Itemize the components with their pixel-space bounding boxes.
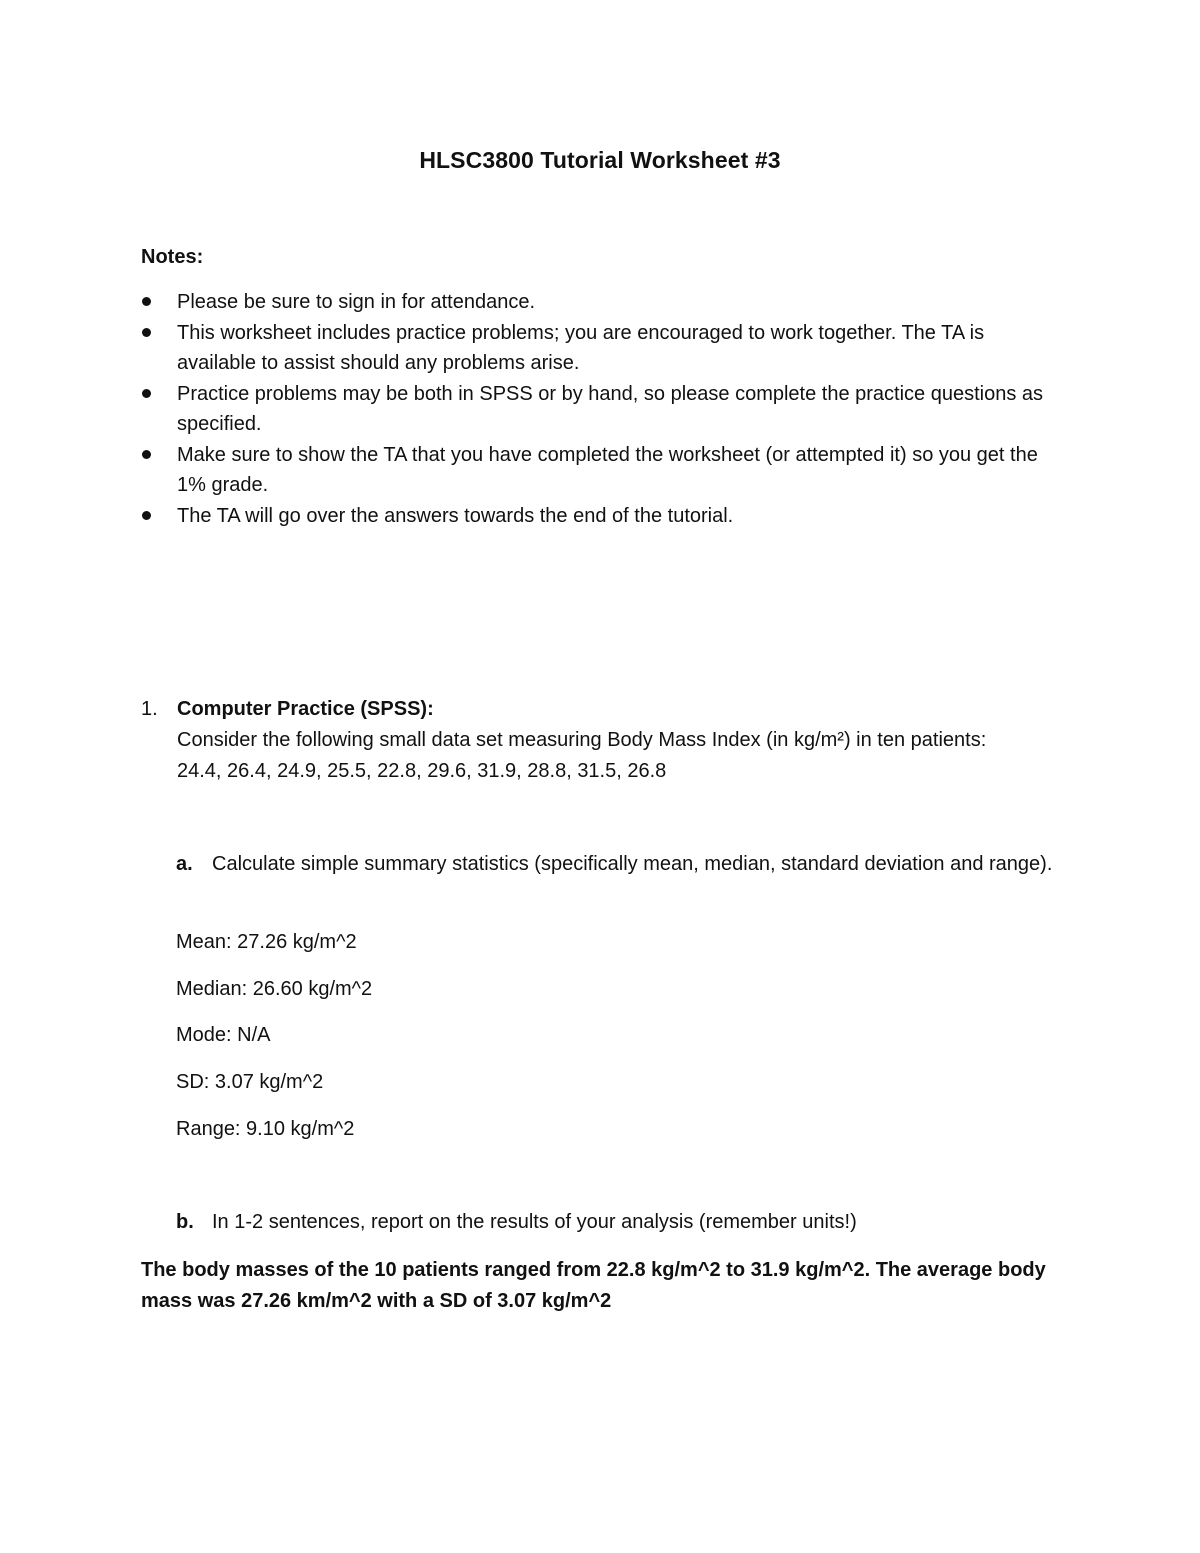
stat-mean: Mean: 27.26 kg/m^2	[176, 931, 357, 953]
bullet-icon	[142, 450, 151, 459]
part-a-letter: a.	[176, 853, 193, 875]
part-b-letter: b.	[176, 1211, 194, 1233]
bullet-icon	[142, 328, 151, 337]
part-a	[176, 849, 1056, 880]
notes-heading: Notes:	[141, 246, 204, 268]
question-number: 1.	[141, 698, 158, 720]
part-b	[176, 1207, 1056, 1238]
bullet-icon	[142, 511, 151, 520]
note-text: Please be sure to sign in for attendance.	[177, 291, 536, 313]
bullet-icon	[142, 389, 151, 398]
stat-sd: SD: 3.07 kg/m^2	[176, 1071, 324, 1093]
part-a-text: Calculate simple summary statistics (specifically mean, median, standard deviation and range).	[212, 853, 1053, 875]
list-item	[141, 287, 1061, 318]
note-text: This worksheet includes practice problems; you are encouraged to work together. The TA is available to assist should any problems arise.	[177, 321, 985, 374]
note-text: Practice problems may be both in SPSS or by hand, so please complete the practice questions as specified.	[177, 382, 1044, 435]
question-heading: Computer Practice (SPSS):	[177, 698, 434, 720]
answer-text: The body masses of the 10 patients ranged from 22.8 kg/m^2 to 31.9 kg/m^2. The average body mass was 27.26 km/m^2 with a SD of 3.07 kg/m^2	[141, 1259, 1046, 1312]
stat-range: Range: 9.10 kg/m^2	[176, 1118, 355, 1140]
data-values: 24.4, 26.4, 24.9, 25.5, 22.8, 29.6, 31.9, 28.8, 31.5, 26.8	[177, 760, 667, 782]
bullet-icon	[142, 297, 151, 306]
stat-median: Median: 26.60 kg/m^2	[176, 978, 373, 1000]
list-item	[141, 379, 1061, 440]
list-item	[141, 501, 1061, 532]
note-text: The TA will go over the answers towards the end of the tutorial.	[177, 504, 734, 527]
stat-mode: Mode: N/A	[176, 1024, 271, 1046]
note-text: Make sure to show the TA that you have completed the worksheet (or attempted it) so you get the 1% grade.	[177, 443, 1038, 496]
page-title: HLSC3800 Tutorial Worksheet #3	[419, 147, 781, 173]
question-prompt: Consider the following small data set measuring Body Mass Index (in kg/m²) in ten patients:	[177, 729, 987, 751]
question-1	[141, 694, 1071, 787]
part-b-text: In 1-2 sentences, report on the results of your analysis (remember units!)	[212, 1211, 857, 1233]
list-item	[141, 440, 1061, 501]
notes-list	[141, 287, 1061, 531]
list-item	[141, 318, 1061, 379]
